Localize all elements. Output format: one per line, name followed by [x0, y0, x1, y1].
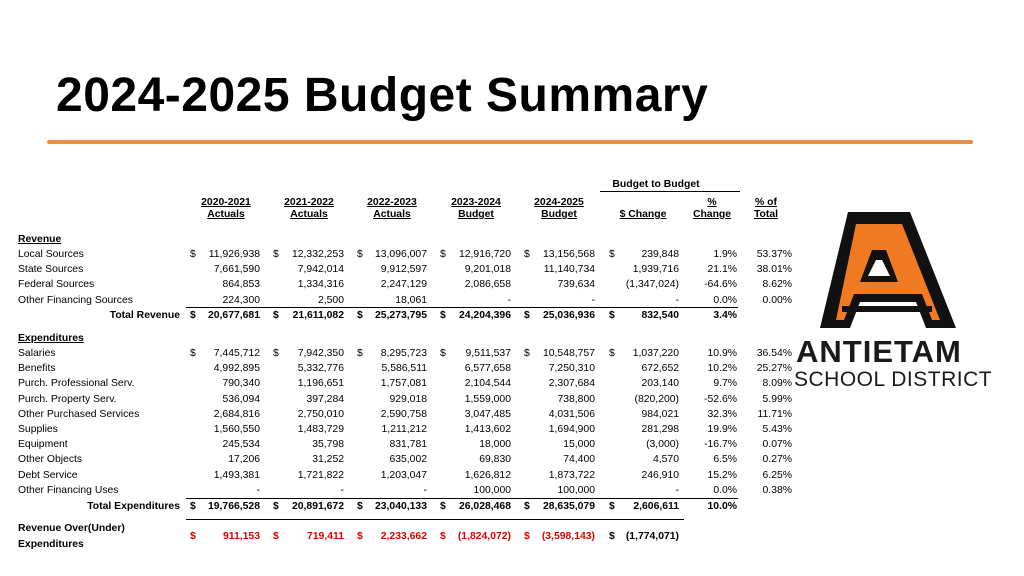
logo-name: ANTIETAM [796, 334, 962, 369]
dollar-sign: $ [609, 531, 615, 542]
dollar-sign: $ [440, 310, 446, 321]
cell-value: 738,800 [557, 393, 595, 405]
cell-value: 25,273,795 [374, 310, 427, 321]
net-value: (3,598,143) [541, 531, 595, 542]
cell-value: 239,848 [641, 249, 679, 260]
dollar-sign: $ [273, 249, 279, 260]
column-header-year: 2021-2022 [284, 197, 334, 208]
cell-value: 0.0% [713, 484, 737, 496]
cell-value: 1,560,550 [213, 424, 260, 435]
dollar-sign: $ [190, 501, 196, 512]
cell-value: 672,652 [641, 363, 679, 375]
cell-value: 2,247,129 [380, 279, 427, 291]
cell-value: 0.27% [762, 454, 792, 466]
dollar-sign: $ [190, 310, 196, 321]
cell-value: 8.62% [762, 279, 792, 291]
cell-value: 0.00% [762, 294, 792, 306]
cell-value: 21,611,082 [292, 310, 344, 321]
cell-value: 69,830 [479, 454, 511, 466]
cell-value: 0.07% [762, 439, 792, 451]
revenue-row-label: Other Financing Sources [18, 294, 133, 306]
expenditures-row-label: Salaries [18, 348, 56, 359]
dollar-sign: $ [273, 501, 279, 512]
cell-value: 1,037,220 [632, 348, 679, 359]
cell-value: 11.71% [757, 408, 792, 420]
dollar-sign: $ [190, 348, 196, 359]
cell-value: 17,206 [228, 454, 260, 466]
cell-value: 2,606,611 [633, 501, 679, 512]
cell-value: 5,586,511 [381, 363, 427, 375]
title-underline [47, 140, 973, 144]
cell-value: 5.43% [762, 424, 792, 435]
cell-value: - [591, 294, 595, 306]
page-title: 2024-2025 Budget Summary [56, 69, 709, 122]
expenditures-row-label: Debt Service [18, 469, 78, 481]
expenditures-row-label: Other Purchased Services [18, 408, 140, 420]
cell-value: 1,483,729 [297, 424, 344, 435]
expenditures-row-label: Other Financing Uses [18, 484, 119, 496]
cell-value: 864,853 [222, 279, 260, 291]
dollar-sign: $ [190, 249, 196, 260]
expenditures-total-rule [186, 498, 738, 499]
cell-value: 1,939,716 [632, 264, 679, 276]
cell-value: 7,445,712 [213, 348, 260, 359]
cell-value: 7,942,350 [297, 348, 344, 359]
cell-value: - [675, 484, 679, 496]
cell-value: 10,548,757 [542, 348, 595, 359]
cell-value: 1,493,381 [213, 469, 260, 481]
a-letter-icon [820, 212, 956, 328]
cell-value: 11,140,734 [543, 264, 595, 276]
cell-value: 1,334,316 [297, 279, 344, 291]
cell-value: 1,559,000 [464, 393, 511, 405]
cell-value: 4,031,506 [548, 408, 595, 420]
cell-value: 9.7% [713, 378, 737, 390]
column-header-year: % of [755, 197, 777, 208]
dollar-sign: $ [273, 348, 279, 359]
cell-value: 32.3% [707, 408, 737, 420]
cell-value: 739,634 [557, 279, 595, 291]
cell-value: 4,992,895 [213, 363, 260, 375]
cell-value: 246,910 [641, 469, 679, 481]
cell-value: 18,000 [479, 439, 511, 451]
cell-value: 3.4% [713, 310, 737, 321]
cell-value: 9,912,597 [380, 264, 427, 276]
cell-value: 18,061 [395, 294, 427, 306]
cell-value: 100,000 [557, 484, 595, 496]
group-header-rule [600, 191, 740, 192]
cell-value: 1,721,822 [297, 469, 344, 481]
cell-value: 20,891,672 [291, 501, 344, 512]
cell-value: 790,340 [222, 378, 260, 390]
expenditures-heading: Expenditures [18, 333, 84, 344]
cell-value: 100,000 [473, 484, 511, 496]
cell-value: 2,500 [317, 294, 344, 306]
cell-value: 984,021 [641, 408, 679, 420]
cell-value: 35,798 [312, 439, 344, 451]
cell-value: 38.01% [756, 264, 792, 276]
dollar-sign: $ [273, 531, 279, 542]
cell-value: 4,570 [652, 454, 679, 466]
revenue-row-label: State Sources [18, 264, 84, 276]
dollar-sign: $ [524, 310, 530, 321]
dollar-sign: $ [524, 348, 530, 359]
cell-value: 831,781 [389, 439, 427, 451]
expenditures-row-label: Equipment [18, 439, 68, 451]
cell-value: 13,156,568 [542, 249, 595, 260]
cell-value: 12,332,253 [291, 249, 344, 260]
cell-value: 281,298 [641, 424, 679, 435]
cell-value: 10.2% [707, 363, 737, 375]
column-header-label: Change [692, 209, 732, 220]
cell-value: 536,094 [222, 393, 260, 405]
cell-value: 24,204,396 [458, 310, 511, 321]
dollar-sign: $ [273, 310, 279, 321]
cell-value: 26,028,468 [458, 501, 511, 512]
cell-value: 1,413,602 [464, 424, 511, 435]
column-header-label: Actuals [290, 209, 328, 220]
cell-value: 28,635,079 [542, 501, 595, 512]
dollar-sign: $ [524, 249, 530, 260]
cell-value: 53.37% [756, 249, 792, 260]
cell-value: 9,201,018 [464, 264, 511, 276]
revenue-total-rule [186, 307, 738, 308]
revenue-heading: Revenue [18, 234, 62, 245]
cell-value: (1,347,024) [625, 279, 679, 291]
cell-value: 5,332,776 [297, 363, 344, 375]
dollar-sign: $ [440, 348, 446, 359]
cell-value: 31,252 [312, 454, 344, 466]
net-value: 911,153 [223, 531, 260, 542]
cell-value: 25,036,936 [542, 310, 595, 321]
logo-subtitle: SCHOOL DISTRICT [794, 368, 993, 391]
expenditures-total-label: Total Expenditures [87, 501, 180, 512]
cell-value: 15,000 [563, 439, 595, 451]
column-header-label: Total [753, 209, 779, 220]
cell-value: 1,203,047 [380, 469, 427, 481]
column-header-year: 2024-2025 [534, 197, 584, 208]
cell-value: 19.9% [707, 424, 737, 435]
net-rule [186, 519, 684, 520]
cell-value: 8.09% [762, 378, 792, 390]
cell-value: 12,916,720 [458, 249, 511, 260]
cell-value: 2,307,684 [548, 378, 595, 390]
net-label-line2: Expenditures [18, 539, 84, 550]
cell-value: 2,590,758 [380, 408, 427, 420]
net-value: (1,824,072) [457, 531, 511, 542]
cell-value: 1.9% [713, 249, 737, 260]
column-header-label: Actuals [373, 209, 411, 220]
dollar-sign: $ [357, 531, 363, 542]
cell-value: -52.6% [704, 393, 737, 405]
cell-value: (3,000) [646, 439, 679, 451]
cell-value: - [340, 484, 344, 496]
cell-value: 36.54% [756, 348, 792, 359]
dollar-sign: $ [524, 531, 530, 542]
cell-value: 1,757,081 [380, 378, 427, 390]
cell-value: - [423, 484, 427, 496]
cell-value: 2,086,658 [464, 279, 511, 291]
dollar-sign: $ [609, 310, 615, 321]
column-header-label: Actuals [207, 209, 245, 220]
net-label-line1: Revenue Over(Under) [18, 523, 125, 534]
expenditures-row-label: Purch. Professional Serv. [18, 378, 135, 390]
cell-value: 224,300 [222, 294, 260, 306]
cell-value: 1,873,722 [548, 469, 595, 481]
dollar-sign: $ [609, 501, 615, 512]
expenditures-row-label: Benefits [18, 363, 56, 375]
dollar-sign: $ [609, 348, 615, 359]
cell-value: 1,626,812 [464, 469, 511, 481]
cell-value: - [675, 294, 679, 306]
cell-value: - [256, 484, 260, 496]
cell-value: 15.2% [707, 469, 737, 481]
dollar-sign: $ [440, 501, 446, 512]
dollar-sign: $ [357, 501, 363, 512]
revenue-row-label: Local Sources [18, 249, 84, 260]
cell-value: 6.25% [762, 469, 792, 481]
column-header-label: $ Change [619, 209, 667, 220]
cell-value: -16.7% [704, 439, 737, 451]
cell-value: 635,002 [389, 454, 427, 466]
cell-value: 7,250,310 [548, 363, 595, 375]
cell-value: 74,400 [563, 454, 595, 466]
cell-value: 7,661,590 [213, 264, 260, 276]
cell-value: 9,511,537 [465, 348, 511, 359]
column-header-label: Budget [541, 209, 577, 220]
cell-value: 2,684,816 [213, 408, 260, 420]
cell-value: 0.0% [713, 294, 737, 306]
expenditures-row-label: Other Objects [18, 454, 83, 466]
column-header-year: 2023-2024 [451, 197, 501, 208]
cell-value: 13,096,007 [374, 249, 427, 260]
cell-value: 203,140 [641, 378, 679, 390]
column-header-label: Budget [458, 209, 494, 220]
cell-value: 11,926,938 [208, 249, 260, 260]
net-value: 719,411 [307, 531, 344, 542]
expenditures-row-label: Supplies [18, 424, 58, 435]
dollar-sign: $ [357, 310, 363, 321]
dollar-sign: $ [190, 531, 196, 542]
cell-value: 3,047,485 [464, 408, 511, 420]
cell-value: 10.9% [707, 348, 737, 359]
cell-value: 8,295,723 [380, 348, 427, 359]
cell-value: 23,040,133 [374, 501, 427, 512]
cell-value: 1,196,651 [297, 378, 344, 390]
cell-value: 21.1% [707, 264, 737, 276]
cell-value: (820,200) [634, 393, 679, 405]
cell-value: 6.5% [713, 454, 737, 466]
column-header-year: 2020-2021 [201, 197, 251, 208]
cell-value: 25.27% [756, 363, 792, 375]
cell-value: 1,211,212 [381, 424, 427, 435]
cell-value: 2,750,010 [297, 408, 344, 420]
cell-value: 832,540 [641, 310, 679, 321]
revenue-row-label: Federal Sources [18, 279, 95, 291]
dollar-sign: $ [440, 249, 446, 260]
net-value: (1,774,071) [625, 531, 679, 542]
cell-value: 2,104,544 [464, 378, 511, 390]
revenue-total-label: Total Revenue [109, 310, 180, 321]
expenditures-row-label: Purch. Property Serv. [18, 393, 117, 405]
net-value: 2,233,662 [380, 531, 427, 542]
cell-value: - [507, 294, 511, 306]
cell-value: 929,018 [389, 393, 427, 405]
cell-value: 6,577,658 [464, 363, 511, 375]
cell-value: 245,534 [222, 439, 260, 451]
cell-value: -64.6% [704, 279, 737, 291]
cell-value: 397,284 [306, 393, 344, 405]
dollar-sign: $ [357, 348, 363, 359]
dollar-sign: $ [609, 249, 615, 260]
dollar-sign: $ [440, 531, 446, 542]
cell-value: 19,766,528 [207, 501, 260, 512]
column-header-year: 2022-2023 [367, 197, 417, 208]
cell-value: 1,694,900 [548, 424, 595, 435]
cell-value: 5.99% [762, 393, 792, 405]
cell-value: 10.0% [707, 501, 737, 512]
group-header: Budget to Budget [612, 179, 700, 190]
cell-value: 20,677,681 [207, 310, 260, 321]
dollar-sign: $ [357, 249, 363, 260]
cell-value: 7,942,014 [297, 264, 344, 276]
column-header-year: % [707, 197, 717, 208]
cell-value: 0.38% [762, 484, 792, 496]
dollar-sign: $ [524, 501, 530, 512]
